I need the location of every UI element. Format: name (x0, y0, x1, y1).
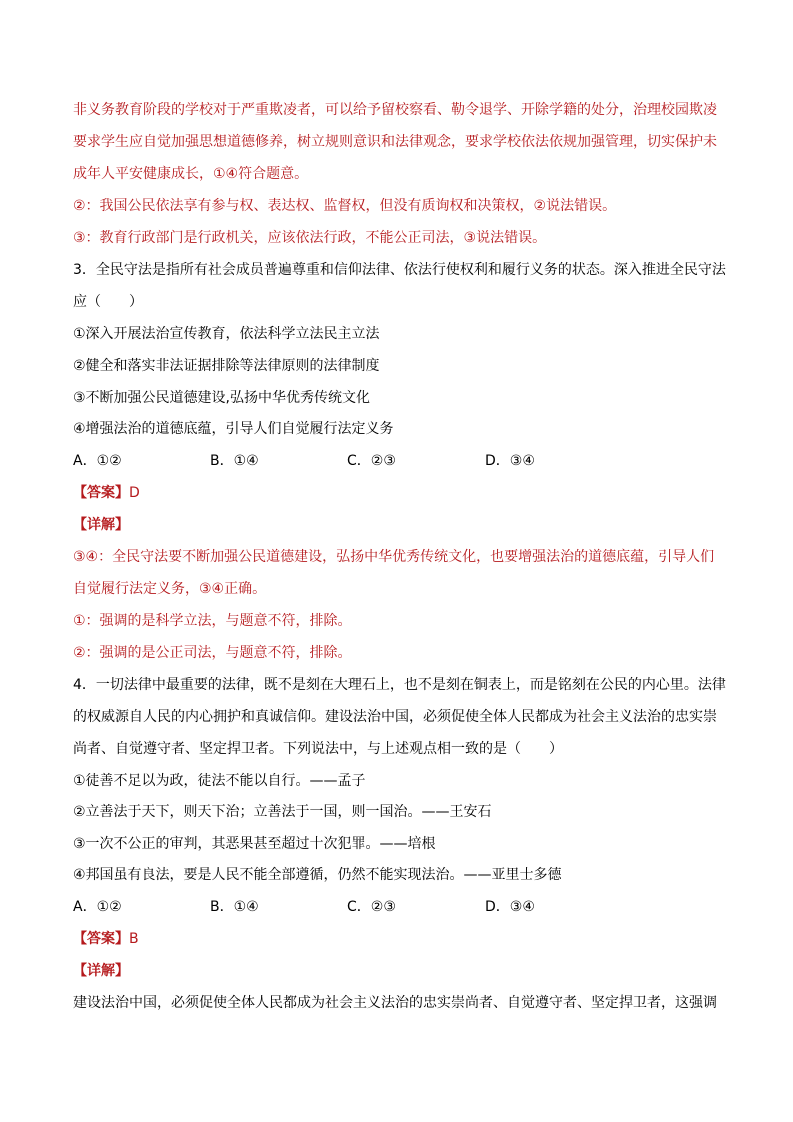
q4-stem-line-2: 的权威源自人民的内心拥护和真诚信仰。建设法治中国，必须促使全体人民都成为社会主义法治的忠实崇 (73, 709, 717, 725)
q3-option-b: B．①④ (210, 453, 259, 469)
intro-line-1: 非义务教育阶段的学校对于严重欺凌者，可以给予留校察看、勒令退学、开除学籍的处分，治理校园欺凌 (73, 102, 717, 118)
q4-detail-label: 【详解】 (73, 963, 129, 979)
q4-statement-4: ④邦国虽有良法，要是人民不能全部遵循，仍然不能实现法治。——亚里士多德 (73, 867, 562, 883)
q3-answer-label: 【答案】 (73, 485, 129, 501)
q3-option-d: D．③④ (485, 453, 535, 469)
q3-detail-label: 【详解】 (73, 517, 129, 533)
q3-detail-line-4: ②：强调的是公正司法，与题意不符，排除。 (73, 645, 352, 661)
q3-answer (73, 484, 723, 502)
q3-stem-line-2: 应（ ） (73, 294, 143, 310)
q4-stem-line-3: 尚者、自觉遵守者、坚定捍卫者。下列说法中，与上述观点相一致的是（ ） (73, 741, 563, 757)
q3-option-c: C．②③ (347, 453, 396, 469)
q3-stem-line-1: 3．全民守法是指所有社会成员普遍尊重和信仰法律、依法行使权利和履行义务的状态。深入推进全民守法 (73, 262, 726, 278)
q3-statement-3: ③不断加强公民道德建设,弘扬中华优秀传统文化 (73, 390, 370, 406)
q3-detail-line-1: ③④：全民守法要不断加强公民道德建设，弘扬中华优秀传统文化，也要增强法治的道德底蕴，引导人们 (73, 549, 715, 565)
intro-line-5: ③：教育行政部门是行政机关，应该依法行政，不能公正司法，③说法错误。 (73, 230, 547, 246)
q4-statement-1: ①徒善不足以为政，徒法不能以自行。——孟子 (73, 773, 366, 789)
q4-option-a: A．①② (73, 899, 122, 915)
intro-line-3: 成年人平安健康成长，①④符合题意。 (73, 166, 309, 182)
q4-option-b: B．①④ (210, 899, 259, 915)
q3-detail-heading (73, 516, 723, 534)
q4-answer (73, 930, 723, 948)
q4-detail-line-1: 建设法治中国，必须促使全体人民都成为社会主义法治的忠实崇尚者、自觉遵守者、坚定捍卫者，这强调 (73, 995, 717, 1011)
q4-stem-line-1: 4．一切法律中最重要的法律，既不是刻在大理石上，也不是刻在铜表上，而是铭刻在公民的内心里。法律 (73, 677, 726, 693)
q4-statement-3: ③一次不公正的审判，其恶果甚至超过十次犯罪。——培根 (73, 836, 436, 852)
q3-answer-value: D (129, 485, 140, 501)
q4-answer-value: B (129, 931, 139, 947)
q4-option-c: C．②③ (347, 899, 396, 915)
q4-option-d: D．③④ (485, 899, 535, 915)
q3-statement-2: ②健全和落实非法证据排除等法律原则的法律制度 (73, 358, 380, 374)
q3-option-a: A．①② (73, 453, 122, 469)
q4-detail-heading (73, 962, 723, 980)
q3-detail-line-3: ①：强调的是科学立法，与题意不符，排除。 (73, 613, 352, 629)
q4-answer-label: 【答案】 (73, 931, 129, 947)
q3-detail-line-2: 自觉履行法定义务，③④正确。 (73, 581, 267, 597)
q3-statement-1: ①深入开展法治宣传教育，依法科学立法民主立法 (73, 326, 380, 342)
intro-line-4: ②：我国公民依法享有参与权、表达权、监督权，但没有质询权和决策权，②说法错误。 (73, 198, 617, 214)
intro-line-2: 要求学生应自觉加强思想道德修养，树立规则意识和法律观念，要求学校依法依规加强管理，切实保护未 (73, 134, 717, 150)
q4-statement-2: ②立善法于天下，则天下治；立善法于一国，则一国治。——王安石 (73, 804, 492, 820)
q3-statement-4: ④增强法治的道德底蕴，引导人们自觉履行法定义务 (73, 421, 394, 437)
